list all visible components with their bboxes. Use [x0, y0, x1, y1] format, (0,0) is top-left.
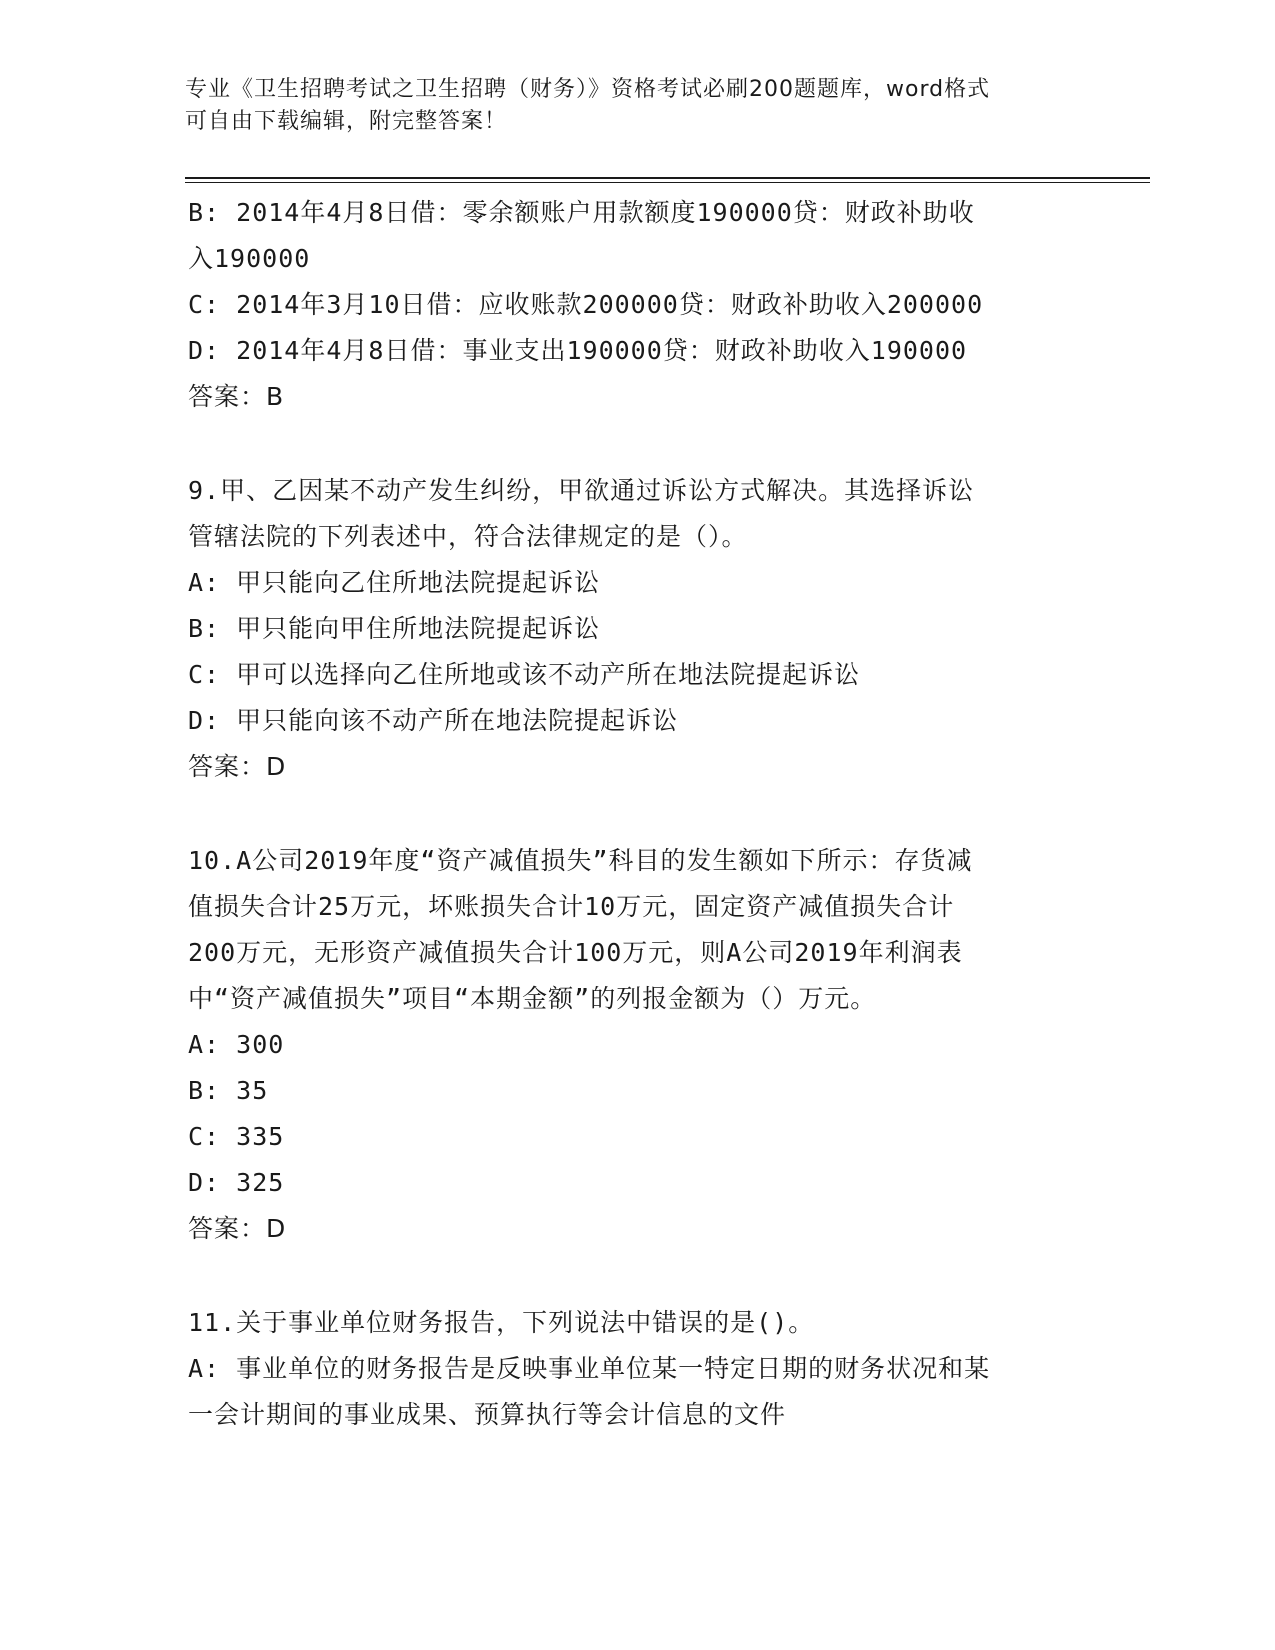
option-c: C: 2014年3月10日借：应收账款200000贷：财政补助收入200000: [188, 290, 984, 319]
option-b-line-2: 入190000: [188, 244, 311, 273]
option-a: A: 甲只能向乙住所地法院提起诉讼: [188, 568, 601, 597]
spacer: [188, 1252, 1088, 1300]
option-c: C: 甲可以选择向乙住所地或该不动产所在地法院提起诉讼: [188, 660, 861, 689]
header-divider-thick: [185, 177, 1150, 179]
question-10: [188, 838, 1088, 1252]
question-stem-line-1: 11.关于事业单位财务报告，下列说法中错误的是()。: [188, 1308, 815, 1337]
answer: 答案：B: [188, 382, 285, 411]
answer: 答案：D: [188, 1214, 287, 1243]
question-9: [188, 468, 1088, 790]
option-a-line-1: A: 事业单位的财务报告是反映事业单位某一特定日期的财务状况和某: [188, 1354, 991, 1383]
spacer: [188, 790, 1088, 838]
option-d: D: 甲只能向该不动产所在地法院提起诉讼: [188, 706, 679, 735]
option-a-line-2: 一会计期间的事业成果、预算执行等会计信息的文件: [188, 1400, 787, 1429]
question-stem-line-2: 值损失合计25万元，坏账损失合计10万元，固定资产减值损失合计: [188, 892, 955, 921]
question-8-tail: [188, 190, 1088, 420]
document-body: [188, 190, 1088, 1438]
question-stem-line-1: 10.A公司2019年度“资产减值损失”科目的发生额如下所示：存货减: [188, 846, 973, 875]
header-title-line-2: 可自由下载编辑，附完整答案！: [185, 109, 508, 134]
option-d: D: 325: [188, 1168, 285, 1197]
question-stem-line-1: 9.甲、乙因某不动产发生纠纷，甲欲通过诉讼方式解决。其选择诉讼: [188, 476, 975, 505]
option-b-line-1: B: 2014年4月8日借：零余额账户用款额度190000贷：财政补助收: [188, 198, 975, 227]
header-title-line-1: 专业《卫生招聘考试之卫生招聘（财务）》资格考试必刷200题题库，word格式: [185, 77, 991, 102]
option-c: C: 335: [188, 1122, 285, 1151]
option-b: B: 甲只能向甲住所地法院提起诉讼: [188, 614, 601, 643]
question-11: [188, 1300, 1088, 1438]
question-stem-line-3: 200万元，无形资产减值损失合计100万元，则A公司2019年利润表: [188, 938, 963, 967]
question-stem-line-4: 中“资产减值损失”项目“本期金额”的列报金额为（）万元。: [188, 984, 877, 1013]
answer: 答案：D: [188, 752, 287, 781]
option-d: D: 2014年4月8日借：事业支出190000贷：财政补助收入190000: [188, 336, 968, 365]
question-stem-line-2: 管辖法院的下列表述中，符合法律规定的是（）。: [188, 522, 748, 551]
document-header: [185, 74, 1085, 138]
spacer: [188, 420, 1088, 468]
header-divider-thin: [185, 182, 1150, 183]
option-a: A: 300: [188, 1030, 285, 1059]
option-b: B: 35: [188, 1076, 269, 1105]
